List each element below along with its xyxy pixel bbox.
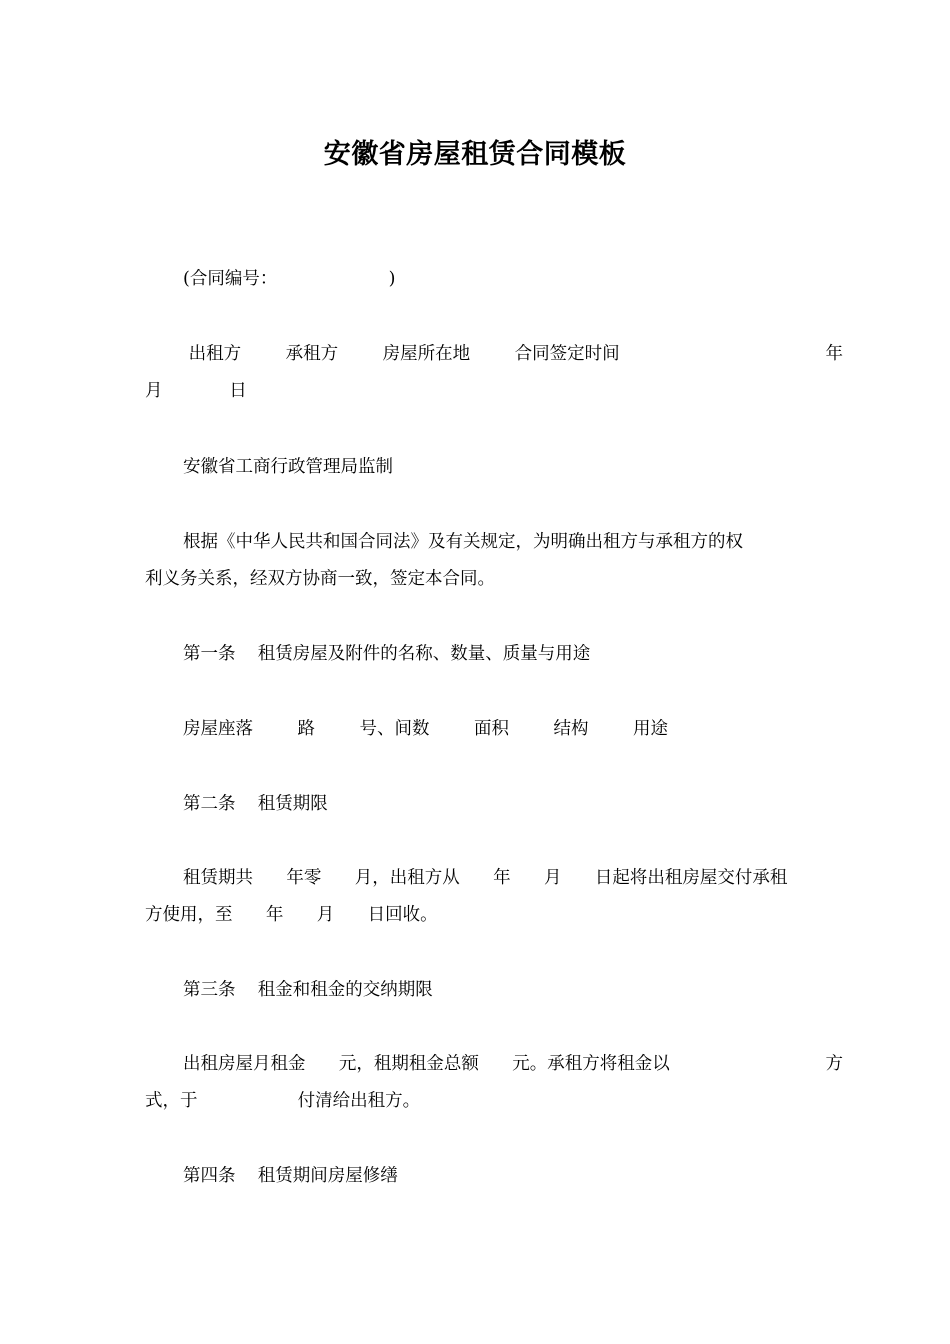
- contract-number: (合同编号： ): [183, 269, 396, 289]
- preamble-line-2: 利义务关系，经双方协商一致，签定本合同。: [145, 569, 495, 589]
- article-2-line-2: 方使用，至 年 月 日回收。: [145, 905, 438, 925]
- supervisor-line: 安徽省工商行政管理局监制: [183, 457, 393, 477]
- parties-line: [145, 336, 843, 372]
- document-title: 安徽省房屋租赁合同模板: [323, 139, 627, 170]
- article-3-line-1-text: 出租房屋月租金 元，租期租金总额 元。承租方将租金以: [183, 1054, 670, 1074]
- date-year-label: 年: [825, 344, 843, 364]
- article-1-title: 第一条 租赁房屋及附件的名称、数量、质量与用途: [183, 644, 591, 664]
- article-2-title: 第二条 租赁期限: [183, 794, 328, 814]
- article-3-line-2: 式，于 付清给出租方。: [145, 1091, 421, 1111]
- preamble-line-1: 根据《中华人民共和国合同法》及有关规定，为明确出租方与承租方的权: [183, 532, 743, 552]
- parties-labels: 出租方 承租方 房屋所在地 合同签定时间: [183, 344, 620, 364]
- article-2-line-1: 租赁期共 年零 月，出租方从 年 月 日起将出租房屋交付承租: [183, 868, 788, 888]
- article-1-body: 房屋座落 路 号、间数 面积 结构 用途: [183, 719, 669, 739]
- article-3-title: 第三条 租金和租金的交纳期限: [183, 980, 433, 1000]
- date-month-day-line: 月 日: [145, 381, 247, 401]
- article-3-line-1: [145, 1046, 843, 1082]
- article-3-line-1-end: 方: [825, 1054, 843, 1074]
- article-4-title: 第四条 租赁期间房屋修缮: [183, 1166, 398, 1186]
